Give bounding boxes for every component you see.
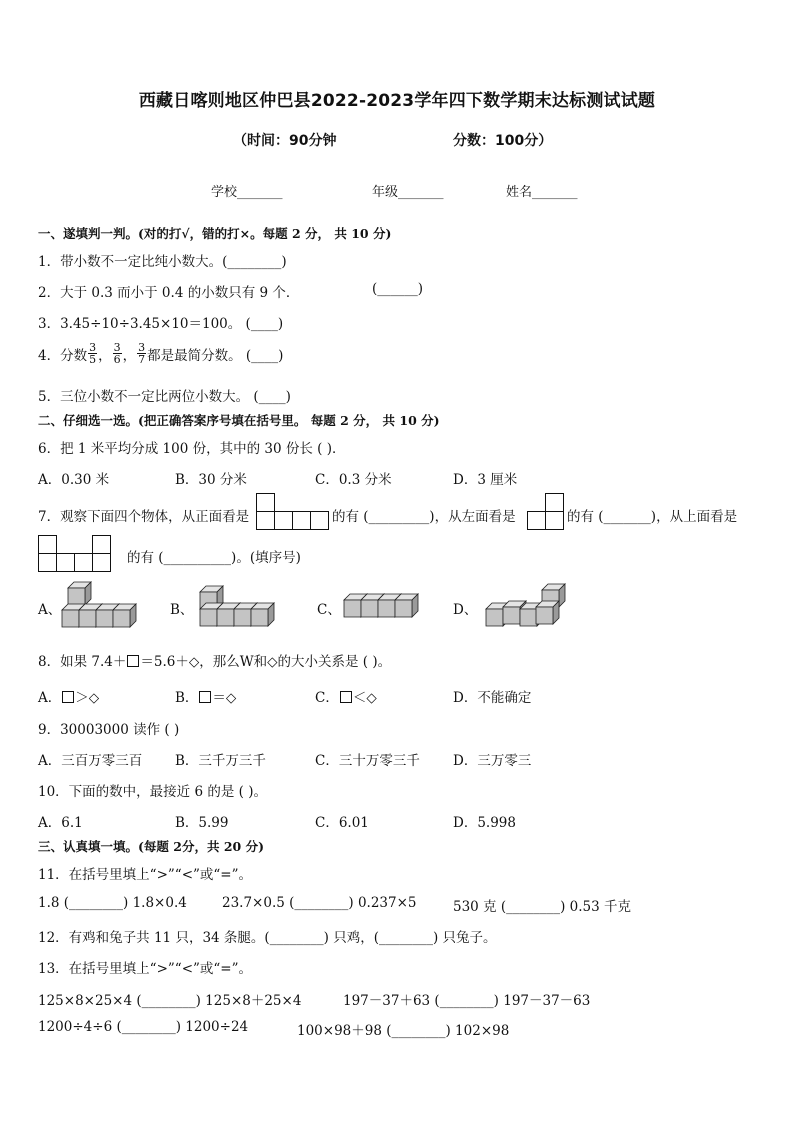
unit-cube — [251, 603, 274, 626]
option-label: C． — [315, 690, 339, 706]
question-11: 11．在括号里填上“>”“<”或“=”。 — [38, 867, 253, 883]
fraction-3-6 — [113, 342, 122, 365]
q13-item-4: 100×98＋98 (________) 102×98 — [297, 1023, 510, 1039]
option-relation: ＝◇ — [212, 690, 237, 706]
q6-option-d: D．3 厘米 — [453, 472, 518, 488]
exam-time: （时间：90分钟 — [233, 133, 337, 149]
name-field: 姓名_______ — [506, 185, 578, 200]
top-view-figure — [38, 535, 114, 573]
question-7-part-1: 7．观察下面四个物体，从正面看是 — [38, 509, 250, 525]
fraction-3-5 — [88, 342, 97, 365]
option-label: A． — [38, 690, 62, 706]
q10-option-a: A．6.1 — [38, 815, 83, 831]
front-view-figure — [256, 493, 332, 531]
option-relation: ＜◇ — [352, 690, 377, 706]
question-1: 1．带小数不一定比纯小数大。(________) — [38, 254, 287, 270]
question-6: 6．把 1 米平均分成 100 份，其中的 30 份长 ( )． — [38, 441, 346, 457]
question-4-suffix: 都是最简分数。 (____) — [147, 347, 284, 364]
exam-score: 分数：100分） — [453, 133, 553, 149]
square-symbol — [199, 691, 211, 703]
question-4-separator: ， — [98, 347, 112, 364]
q8-option-b — [175, 686, 236, 706]
question-12: 12．有鸡和兔子共 11 只，34 条腿。(________) 只鸡，(________) 只兔子。 — [38, 930, 497, 946]
question-9: 9．30003000 读作 ( ) — [38, 722, 180, 738]
unit-cube — [536, 601, 559, 624]
q9-option-b: B．三千万三千 — [175, 753, 266, 769]
q10-option-d: D．5.998 — [453, 815, 516, 831]
question-8 — [38, 650, 391, 670]
question-2-blank: (______) — [372, 281, 424, 297]
question-7-part-3: 的有 (_______)，从上面看是 — [567, 509, 738, 525]
q10-option-b: B．5.99 — [175, 815, 229, 831]
left-view-figure — [527, 493, 567, 531]
q8-option-c — [315, 686, 377, 706]
question-8-rest: ＝5.6＋◇，那么W和◇的大小关系是 ( )。 — [140, 654, 392, 670]
q11-item-2: 23.7×0.5 (________) 0.237×5 — [222, 895, 417, 911]
cube-figure-d — [484, 580, 574, 632]
fraction-numerator: 3 — [113, 341, 121, 354]
question-2: 2．大于 0.3 而小于 0.4 的小数只有 9 个． — [38, 285, 300, 301]
cube-figure-c — [340, 586, 430, 626]
q7-label-a: A、 — [38, 602, 62, 618]
square-symbol — [340, 691, 352, 703]
question-8-prefix: 8．如果 7.4＋ — [38, 654, 127, 670]
question-13: 13．在括号里填上“>”“<”或“=”。 — [38, 961, 253, 977]
school-field: 学校_______ — [211, 185, 283, 200]
q13-item-3: 1200÷4÷6 (________) 1200÷24 — [38, 1019, 249, 1035]
page-title: 西藏日喀则地区仲巴县2022-2023学年四下数学期末达标测试试题 — [138, 91, 656, 111]
grade-field: 年级_______ — [372, 185, 444, 200]
fraction-denominator: 6 — [113, 353, 121, 366]
unit-cube — [113, 604, 136, 627]
q6-option-a: A．0.30 米 — [38, 472, 110, 488]
section-3-heading: 三、认真填一填。(每题 2分，共 20 分) — [38, 839, 264, 854]
question-5: 5．三位小数不一定比两位小数大。 (____) — [38, 389, 291, 405]
q6-option-c: C．0.3 分米 — [315, 472, 392, 488]
section-2-heading: 二、仔细选一选。(把正确答案序号填在括号里。 每题 2 分， 共 10 分) — [38, 413, 440, 428]
section-1-heading: 一、遂填判一判。(对的打√，错的打×。每题 2 分， 共 10 分) — [38, 226, 392, 241]
q10-option-c: C．6.01 — [315, 815, 369, 831]
q8-option-d: D．不能确定 — [453, 690, 532, 706]
cube-figure-a — [60, 578, 144, 634]
fraction-numerator: 3 — [138, 341, 146, 354]
option-relation: ＞◇ — [75, 690, 100, 706]
fraction-numerator: 3 — [89, 341, 97, 354]
question-3: 3．3.45÷10÷3.45×10＝100。 (____) — [38, 316, 284, 332]
fraction-3-7 — [137, 342, 146, 365]
question-7-part-4: 的有 (__________)。(填序号) — [127, 550, 301, 566]
unit-cube — [68, 582, 91, 605]
q7-label-c: C、 — [317, 602, 341, 618]
q9-option-c: C．三十万零三千 — [315, 753, 420, 769]
q7-label-d: D、 — [453, 602, 478, 618]
q6-option-b: B．30 分米 — [175, 472, 247, 488]
question-4-prefix: 4．分数 — [38, 347, 88, 364]
q13-item-1: 125×8×25×4 (________) 125×8＋25×4 — [38, 993, 302, 1009]
q9-option-a: A．三百万零三百 — [38, 753, 143, 769]
q11-item-3: 530 克 (________) 0.53 千克 — [453, 899, 632, 915]
square-symbol — [127, 655, 139, 667]
question-7-part-2: 的有 (_________)，从左面看是 — [332, 509, 516, 525]
question-4 — [38, 342, 283, 365]
unit-cube — [395, 594, 418, 617]
q13-item-2: 197－37＋63 (________) 197－37－63 — [343, 993, 591, 1009]
option-label: B． — [175, 690, 199, 706]
q9-option-d: D．三万零三 — [453, 753, 532, 769]
square-symbol — [62, 691, 74, 703]
q11-item-1: 1.8 (________) 1.8×0.4 — [38, 895, 187, 911]
cube-figure-b — [196, 580, 288, 632]
q8-option-a — [38, 686, 99, 706]
q7-label-b: B、 — [170, 602, 194, 618]
fraction-denominator: 5 — [89, 353, 97, 366]
question-10: 10．下面的数中，最接近 6 的是 ( )。 — [38, 784, 267, 800]
fraction-denominator: 7 — [138, 353, 146, 366]
question-4-separator: ， — [122, 347, 137, 364]
